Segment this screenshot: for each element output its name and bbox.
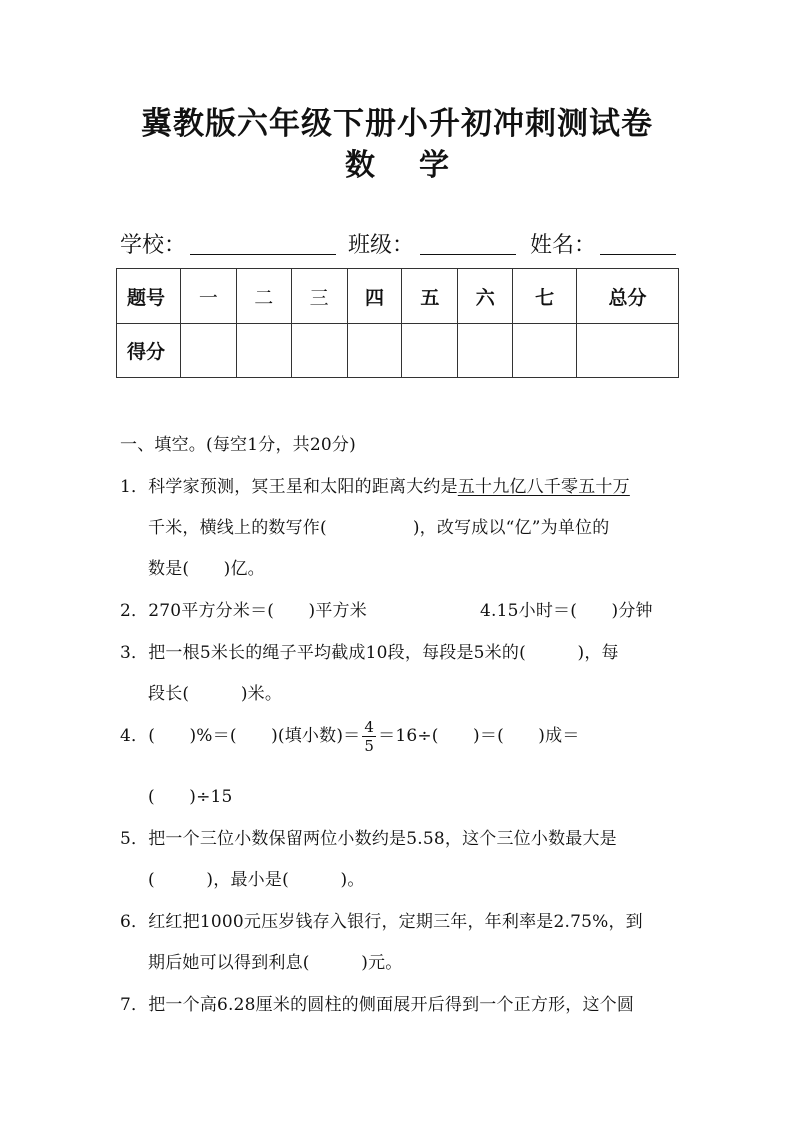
score-table-header-row [117,269,679,324]
score-cell[interactable] [347,324,402,378]
fraction-denominator: 5 [364,737,375,755]
score-cell[interactable] [513,324,577,378]
underlined-number-words: 五十九亿八千零五十万 [457,477,630,497]
question-1-line-1 [120,472,630,497]
class-blank[interactable] [420,254,516,255]
name-label: 姓名： [530,233,597,258]
score-table-header-cell: 总分 [577,269,679,324]
question-4-part-b: ＝16÷( )＝( )成＝ [378,726,580,746]
question-2-left: 2．270平方分米＝( )平方米 [120,601,367,621]
question-number: 1． [120,477,149,497]
score-table-score-row [117,324,679,378]
score-table [116,268,679,378]
question-2-right: 4.15小时＝( )分钟 [480,601,653,621]
class-label: 班级： [348,233,415,258]
section-heading: 一、填空。(每空1分，共20分) [120,435,356,455]
school-label: 学校： [120,233,187,258]
exam-subject: 数学 [345,148,493,183]
score-cell[interactable] [236,324,291,378]
name-blank[interactable] [600,254,676,255]
question-3-line-2: 段长( )米。 [148,684,283,704]
question-text: 科学家预测，冥王星和太阳的距离大约是 [148,477,458,497]
question-1-line-3: 数是( )亿。 [148,559,265,579]
score-row-label: 得分 [117,324,181,378]
score-table-header-cell: 三 [291,269,347,324]
school-blank[interactable] [190,254,336,255]
question-4-part-a: 4．( )%＝( )(填小数)＝ [120,726,361,746]
exam-title: 冀教版六年级下册小升初冲刺测试卷 [141,106,653,142]
score-cell[interactable] [402,324,458,378]
question-5-line-2: ( )，最小是( )。 [148,870,365,890]
question-5-line-1: 5．把一个三位小数保留两位小数约是5.58，这个三位小数最大是 [120,829,617,849]
score-table-header-cell: 六 [458,269,513,324]
student-info-row [120,226,676,260]
score-table-header-cell: 七 [513,269,577,324]
score-cell[interactable] [458,324,513,378]
question-3-line-1: 3．把一根5米长的绳子平均截成10段，每段是5米的( )，每 [120,643,619,663]
fraction-four-fifths [362,718,376,755]
score-table-header-cell: 五 [402,269,458,324]
question-1-line-2: 千米，横线上的数写作( )，改写成以“亿”为单位的 [148,518,610,538]
score-cell[interactable] [291,324,347,378]
score-table-header-cell: 二 [236,269,291,324]
question-6-line-1: 6．红红把1000元压岁钱存入银行，定期三年，年利率是2.75%，到 [120,912,643,932]
score-table-header-cell: 一 [180,269,236,324]
question-4-line-1 [120,718,580,755]
fraction-numerator: 4 [364,718,375,736]
score-table-header-cell: 题号 [117,269,181,324]
question-7-line-1: 7．把一个高6.28厘米的圆柱的侧面展开后得到一个正方形，这个圆 [120,995,635,1015]
score-table-header-cell: 四 [347,269,402,324]
question-4-line-2: ( )÷15 [148,787,233,807]
score-cell[interactable] [577,324,679,378]
question-6-line-2: 期后她可以得到利息( )元。 [148,953,403,973]
score-cell[interactable] [180,324,236,378]
